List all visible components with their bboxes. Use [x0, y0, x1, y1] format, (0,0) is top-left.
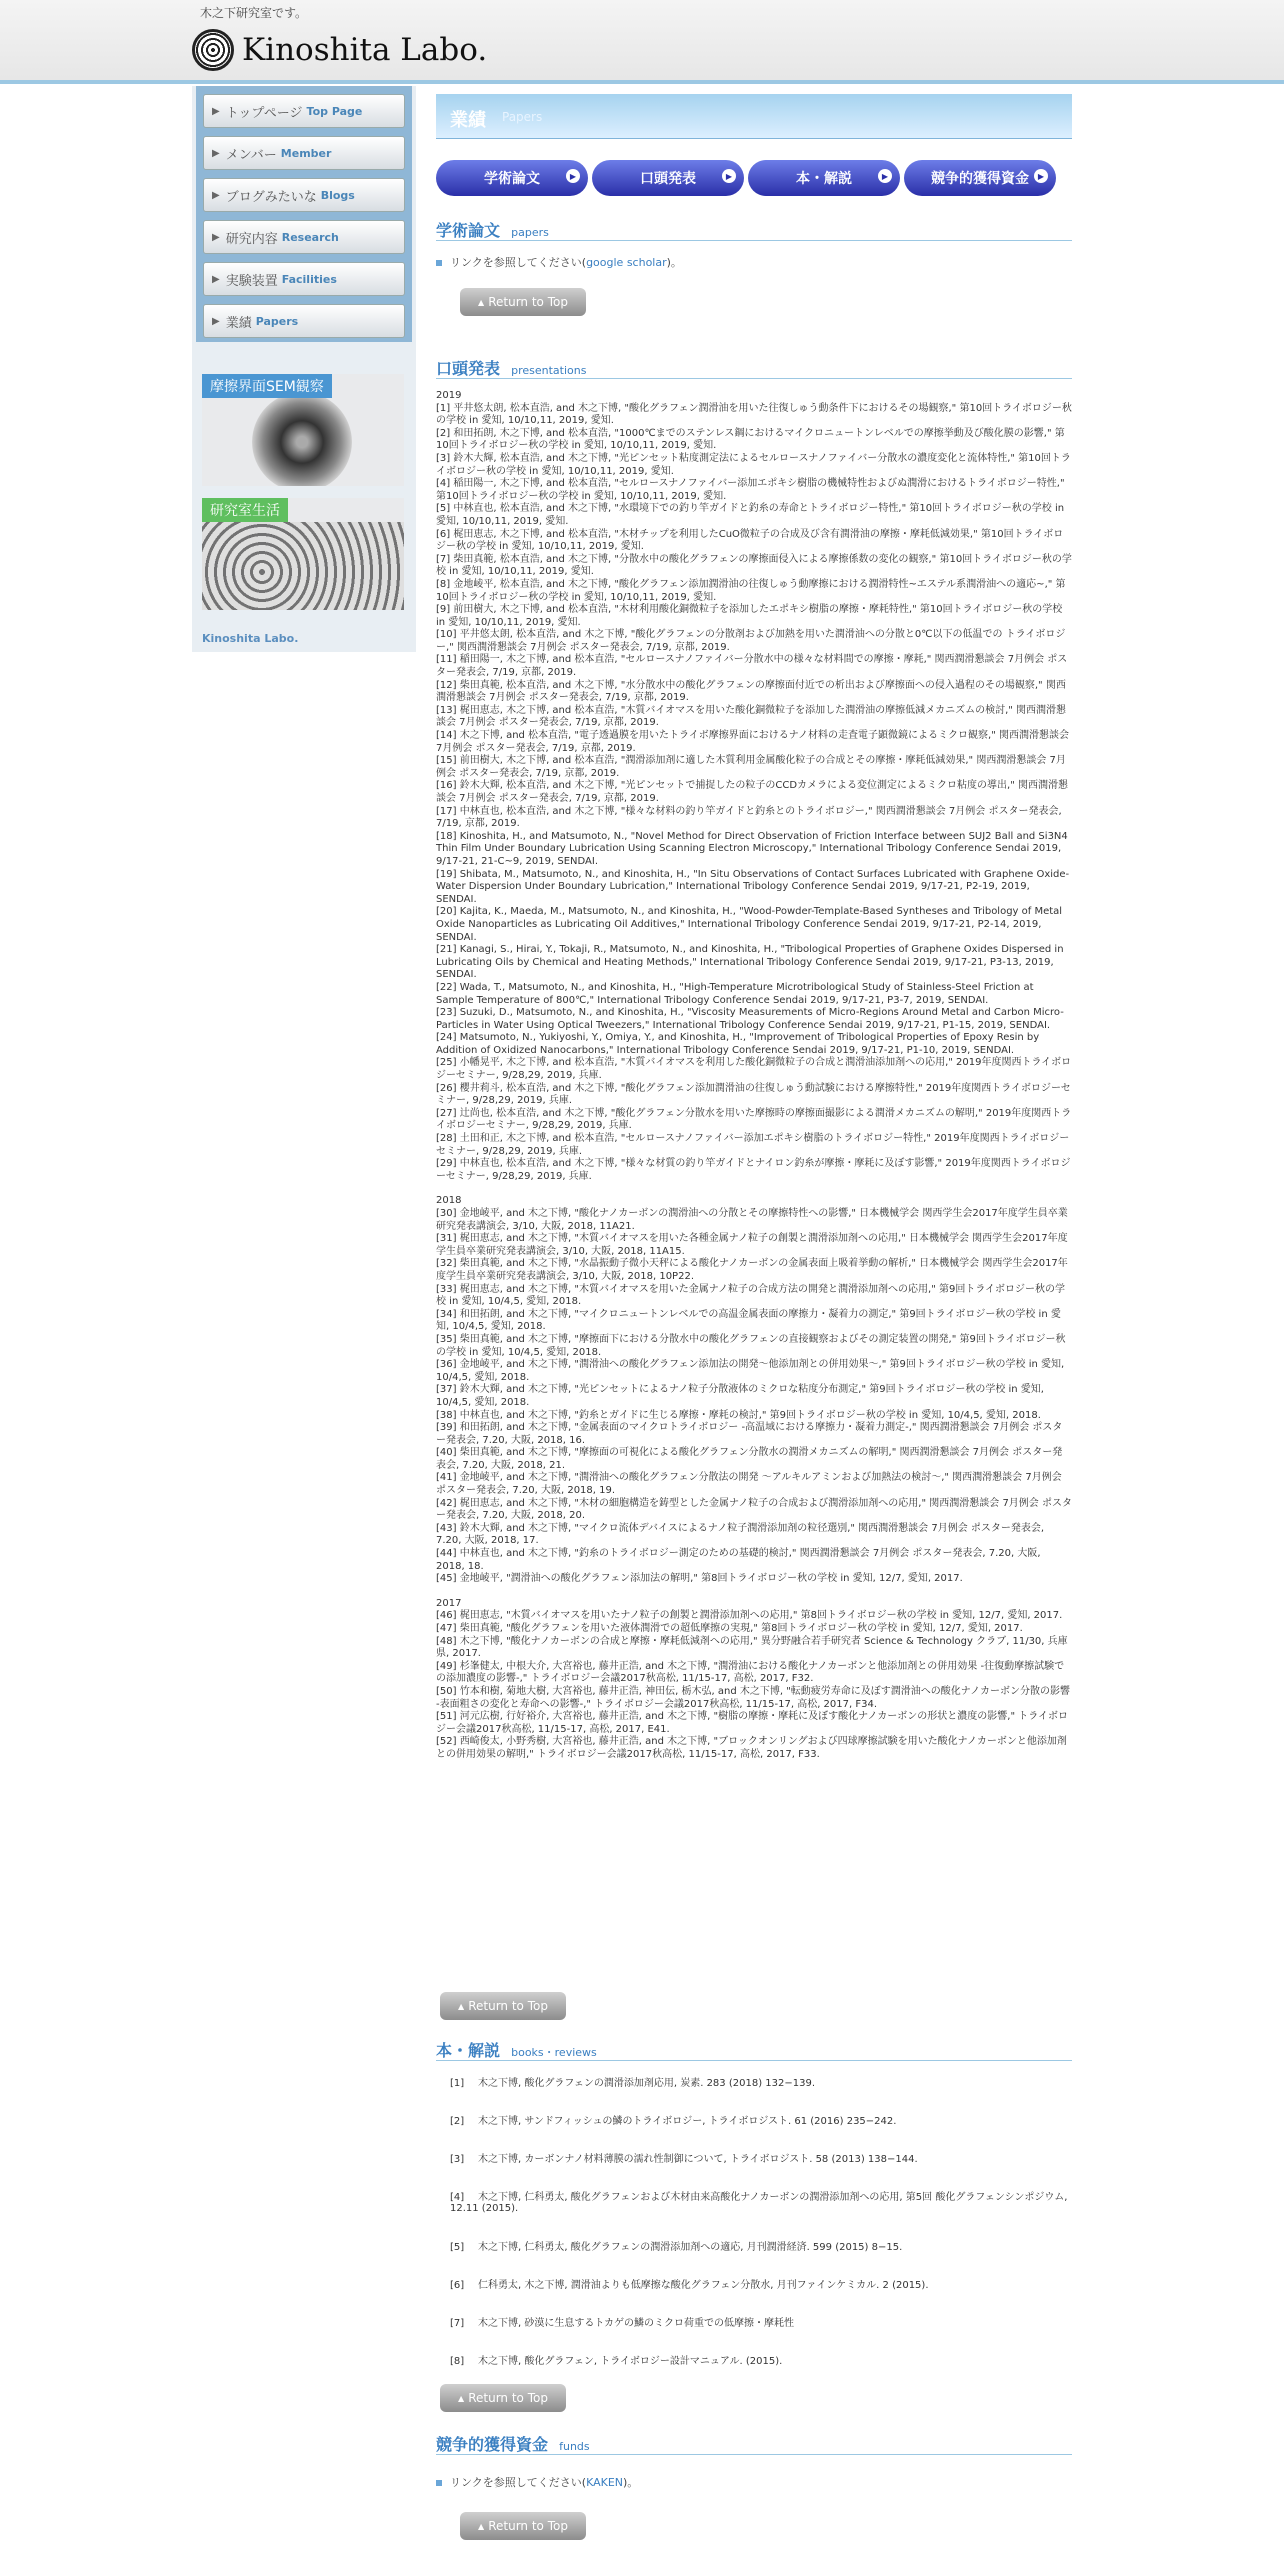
book-text: 木之下博, 仁科勇太, 酸化グラフェンの潤滑添加剤への適応, 月刊潤滑経済. 599 (2015) 8−15.: [478, 2242, 903, 2253]
section-subtitle: papers: [511, 226, 549, 239]
section-tabs: [436, 160, 1072, 196]
section-title: 本・解説: [436, 2041, 501, 2060]
presentation-entry: [40] 柴田真範, and 木之下博, "摩擦面の可視化による酸化グラフェン分散水の潤滑メカニズムの解明," 関西潤滑懇談会 7月例会 ポスター発表会, 7.20, 大阪, 2018, 21.: [436, 1447, 1063, 1471]
arrow-right-icon: ▶: [1034, 169, 1048, 183]
book-item: [450, 2188, 1070, 2214]
funds-text-end: )。: [623, 2476, 639, 2489]
page-header: [436, 94, 1072, 139]
presentation-entry: [3] 鈴木大輝, 松本直浩, and 木之下博, "光ピンセット粘度測定法によるセルロースナノファイバー分散水の濃度変化と流体特性," 第10回トライボロジー秋の学校 in 愛知, 10/10,11, 2019, 愛知.: [436, 452, 1071, 477]
presentation-entry: [11] 稲田陽一, 木之下博, and 松本直浩, "セルロースナノファイバー分散水中の様々な材料間での摩擦・摩耗," 関西潤滑懇談会 7月例会 ポスター発表会, 7/19, 京都, 2019.: [436, 654, 1068, 679]
site-logo[interactable]: [192, 26, 487, 74]
presentation-entry: [43] 鈴木大輝, and 木之下博, "マイクロ流体デバイスによるナノ粒子潤滑添加剤の粒径選別," 関西潤滑懇談会 7月例会 ポスター発表会, 7.20, 大阪, 2018, 17.: [436, 1522, 1045, 1547]
sidebar-item-en: Papers: [255, 314, 299, 328]
book-text: 木之下博, 砂漠に生息するトカゲの鱗のミクロ荷重での低摩擦・摩耗性: [478, 2318, 795, 2329]
presentation-entry: [51] 河元広樹, 行好裕介, 大宮裕也, 藤井正浩, and 木之下博, "樹脂の摩擦・摩耗に及ぼす酸化ナノカーボンの形状と濃度の影響," トライボロジー会議2017秋高松, 11/15-17, 高松, 2017, E41.: [436, 1711, 1068, 1735]
arrow-right-icon: ▶: [878, 169, 892, 183]
sidebar-item-label: 実験装置: [225, 273, 278, 289]
lab-life-banner[interactable]: [202, 498, 404, 610]
presentation-entry: [23] Suzuki, D., Matsumoto, N., and Kinoshita, H., "Viscosity Measurements of Micro-Regions Around Metal and Carbon Micro-Particles in Water Using Optical Tweezers," International Tribology Conference Sendai 2019, 9/17-21, P1-15, 2019, SENDAI.: [436, 1007, 1064, 1031]
presentation-entry: [35] 柴田真範, and 木之下博, "摩擦面下における分散水中の酸化グラフェンの直接観察およびその測定装置の開発," 第9回トライボロジー秋の学校 in 愛知, 10/4,5, 愛知, 2018.: [436, 1333, 1066, 1358]
book-item: [450, 2150, 1070, 2165]
sidebar-item-label: メンバー: [225, 147, 277, 163]
tab-label: 口頭発表: [640, 171, 696, 187]
papers-link-line: [436, 254, 682, 270]
funds-text: リンクを参照してください(: [450, 2476, 587, 2489]
presentation-entry: [19] Shibata, M., Matsumoto, N., and Kinoshita, H., "In Situ Observations of Contact Surfaces Lubricated with Graphene Oxide-Water Dispersion Under Boundary Lubrication," International Tribology Conference Sendai 2019, 9/17-21, P2-19, 2019, SENDAI.: [436, 868, 1070, 905]
bullet-square-icon: [436, 2480, 442, 2486]
sidebar-item-en: Research: [281, 230, 339, 244]
book-number: [7]: [450, 2318, 465, 2329]
kaken-link[interactable]: KAKEN: [586, 2476, 624, 2489]
triangle-right-icon: ▶: [212, 315, 220, 327]
tab-funds[interactable]: [904, 160, 1056, 196]
sidebar-item-en: Member: [280, 146, 332, 160]
year-label: 2019: [436, 390, 462, 401]
presentation-entry: [33] 梶田恵志, and 木之下博, "木質バイオマスを用いた金属ナノ粒子の合成方法の開発と潤滑添加剤への応用," 第9回トライボロジー秋の学校 in 愛知, 10/4,5, 愛知, 2018.: [436, 1283, 1066, 1308]
papers-text-end: )。: [666, 256, 682, 269]
arrow-up-icon: ▲: [458, 2001, 465, 2011]
section-heading-funds: [436, 2432, 1072, 2455]
year-2017: [436, 1598, 1072, 1762]
sidebar-item-en: Top Page: [306, 104, 363, 118]
book-number: [1]: [450, 2078, 465, 2089]
sem-image: [252, 392, 352, 486]
section-title: 学術論文: [436, 221, 501, 240]
sidebar-item-top-page[interactable]: [203, 94, 405, 128]
sidebar-item-blogs[interactable]: [203, 178, 405, 212]
presentation-entry: [49] 杉峯健太, 中根大介, 大宮裕也, 藤井正浩, and 木之下博, "潤滑油における酸化ナノカーボンと他添加剤との併用効果 -往復動摩擦試験での添加濃度の影響-," トライボロジー会議2017秋高松, 11/15-17, 高松, 2017, F32.: [436, 1660, 1065, 1685]
book-text: 仁科勇太, 木之下博, 潤滑油よりも低摩擦な酸化グラフェン分散水, 月刊ファインケミカル. 2 (2015).: [478, 2280, 929, 2291]
presentation-entry: [2] 和田拓朗, 木之下博, and 松本直浩, "1000℃までのステンレス鋼におけるマイクロニュートンレベルでの摩擦挙動及び酸化膜の影響," 第10回トライボロジー秋の学校 in 愛知, 10/10,11, 2019, 愛知.: [436, 427, 1065, 452]
sidebar-item-facilities[interactable]: [203, 262, 405, 296]
presentation-entry: [22] Wada, T., Matsumoto, N., and Kinoshita, H., "High-Temperature Microtribological Study of Stainless-Steel Friction at Sample Temperature of 800℃," International Tribology Conference Sendai 2019, 9/17-21, P3-7, 2019, SENDAI.: [436, 981, 1034, 1006]
section-subtitle: funds: [559, 2440, 590, 2453]
return-to-top-button[interactable]: [440, 1992, 566, 2020]
presentation-entry: [4] 稲田陽一, 木之下博, and 松本直浩, "セルロースナノファイバー添加エポキシ樹脂の機械特性およびぬ潤滑におけるトライボロジー特性," 第10回トライボロジー秋の学校 in 愛知, 10/10,11, 2019, 愛知.: [436, 478, 1065, 502]
book-text: 木之下博, 仁科勇太, 酸化グラフェンおよび木材由来高酸化ナノカーボンの潤滑添加剤への応用, 第5回 酸化グラフェンシンポジウム, 12.11 (2015).: [450, 2192, 1068, 2214]
presentation-entry: [37] 鈴木大輝, and 木之下博, "光ピンセットによるナノ粒子分散液体のミクロな粘度分布測定," 第9回トライボロジー秋の学校 in 愛知, 10/4,5, 愛知, 2018.: [436, 1384, 1044, 1408]
tab-academic-papers[interactable]: [436, 160, 588, 196]
presentation-entry: [13] 梶田恵志, 木之下博, and 松本直浩, "木質バイオマスを用いた酸化銅微粒子を添加した潤滑油の摩擦低減メカニズムの検討," 関西潤滑懇談会 7月例会 ポスター発表会, 7/19, 京都, 2019.: [436, 704, 1067, 729]
presentation-entry: [8] 金地崚平, 松本直浩, and 木之下博, "酸化グラフェン添加潤滑油の往復しゅう動摩擦における潤滑特性~エステル系潤滑油への適応~," 第10回トライボロジー秋の学校 in 愛知, 10/10,11, 2019, 愛知.: [436, 578, 1066, 603]
presentation-entry: [1] 平井悠太朗, 松本直浩, and 木之下博, "酸化グラフェン潤滑油を用いた往復しゅう動条件下におけるその場観察," 第10回トライボロジー秋の学校 in 愛知, 10/10,11, 2019, 愛知.: [436, 402, 1072, 427]
return-to-top-label: Return to Top: [488, 2519, 568, 2533]
book-number: [6]: [450, 2280, 465, 2291]
section-heading-papers: [436, 218, 1072, 241]
presentation-entry: [24] Matsumoto, N., Yukiyoshi, Y., Omiya, Y., and Kinoshita, H., "Improvement of Tribological Properties of Epoxy Resin by Addition of Oxidized Nanocarbons," International Tribology Conference Sendai 2019, 9/17-21, P1-10, 2019, SENDAI.: [436, 1032, 1040, 1056]
book-text: 木之下博, カーボンナノ材料薄膜の濡れ性制御について, トライボロジスト. 58 (2013) 138−144.: [478, 2154, 918, 2165]
sidebar-item-label: 業績: [225, 315, 252, 331]
sidebar-item-member[interactable]: [203, 136, 405, 170]
funds-link-line: [436, 2474, 638, 2490]
book-text: 木之下博, サンドフィッシュの鱗のトライボロジー, トライボロジスト. 61 (2016) 235−242.: [478, 2116, 897, 2127]
triangle-right-icon: ▶: [212, 189, 220, 201]
triangle-right-icon: ▶: [212, 105, 220, 117]
year-label: 2017: [436, 1597, 462, 1609]
sidebar-item-en: Facilities: [281, 272, 337, 286]
return-to-top-button[interactable]: [460, 288, 586, 316]
gears-image: [202, 522, 404, 610]
sidebar-item-en: Blogs: [320, 188, 355, 202]
tab-label: 本・解説: [796, 171, 852, 187]
sidebar-nav: [196, 86, 412, 342]
presentation-entry: [41] 金地崚平, and 木之下博, "潤滑油への酸化グラフェン分散法の開発 ～アルキルアミンおよび加熱法の検討～," 関西潤滑懇談会 7月例会 ポスター発表会, 7.20, 大阪, 2018, 19.: [436, 1472, 1062, 1497]
presentation-entry: [20] Kajita, K., Maeda, M., Matsumoto, N., and Kinoshita, H., "Wood-Powder-Template-Based Syntheses and Tribology of Metal Oxide Nanoparticles as Lubricating Oil Additives," International Tribology Conference Sendai 2019, 9/17-21, P2-14, 2019, SENDAI.: [436, 906, 1063, 943]
section-heading-presentations: [436, 356, 1072, 379]
return-to-top-button[interactable]: [440, 2384, 566, 2412]
book-number: [8]: [450, 2356, 465, 2367]
return-to-top-label: Return to Top: [488, 295, 568, 309]
book-number: [4]: [450, 2192, 465, 2203]
header-divider: [0, 80, 1284, 84]
return-to-top-label: Return to Top: [468, 2391, 548, 2405]
book-item: [450, 2074, 1070, 2089]
year-2019: [436, 390, 1072, 1183]
presentation-entry: [27] 辻尚也, 松本直浩, and 木之下博, "酸化グラフェン分散水を用いた摩擦時の摩擦面撮影による潤滑メカニズムの解明," 2019年度関西トライボロジーセミナー, 9/28,29, 2019, 兵庫.: [436, 1107, 1072, 1132]
page-subtitle: Papers: [502, 110, 543, 124]
sidebar-footer[interactable]: Kinoshita Labo.: [202, 632, 299, 645]
presentation-entry: [26] 櫻井莉斗, 松本直浩, and 木之下博, "酸化グラフェン添加潤滑油の往復しゅう動試験における摩擦特性," 2019年度関西トライボロジーセミナー, 9/28,29, 2019, 兵庫.: [436, 1082, 1071, 1107]
google-scholar-link[interactable]: google scholar: [586, 256, 667, 269]
presentation-entry: [52] 西崎俊太, 小野秀樹, 大宮裕也, 藤井正浩, and 木之下博, "ブロックオンリングおよび四球摩擦試験を用いた酸化ナノカーボンと他添加剤との併用効果の解明," トライボロジー会議2017秋高松, 11/15-17, 高松, 2017, F33.: [436, 1736, 1067, 1760]
book-text: 木之下博, 酸化グラフェン, トライボロジー設計マニュアル. (2015).: [478, 2356, 783, 2367]
presentation-entries: [436, 1208, 1072, 1586]
logo-mark-icon: [192, 29, 234, 71]
presentation-entry: [48] 木之下博, "酸化ナノカーボンの合成と摩擦・摩耗低減剤への応用," 異分野融合若手研究者 Science & Technology クラブ, 11/30, 兵庫県, 2017.: [436, 1635, 1068, 1660]
presentation-entry: [15] 前田樹大, 木之下博, and 松本直浩, "潤滑添加剤に適した木質利用金属酸化粒子の合成とその摩擦・摩耗低減効果," 関西潤滑懇談会 7月例会 ポスター発表会, 7/19, 京都, 2019.: [436, 755, 1066, 779]
bullet-square-icon: [436, 260, 442, 266]
presentation-entries: [436, 1610, 1072, 1761]
presentation-entry: [29] 中林直也, 松本直浩, and 木之下博, "様々な材質の釣り竿ガイドとナイロン釣糸が摩擦・摩耗に及ぼす影響," 2019年度関西トライボロジーセミナー, 9/28,29, 2019, 兵庫.: [436, 1158, 1071, 1182]
tab-books[interactable]: [748, 160, 900, 196]
presentation-entry: [36] 金地崚平, and 木之下博, "潤滑油への酸化グラフェン添加法の開発～他添加剤との併用効果～," 第9回トライボロジー秋の学校 in 愛知, 10/4,5, 愛知, 2018.: [436, 1359, 1065, 1383]
arrow-right-icon: ▶: [566, 169, 580, 183]
presentation-entry: [46] 梶田恵志, "木質バイオマスを用いたナノ粒子の創製と潤滑添加剤への応用," 第8回トライボロジー秋の学校 in 愛知, 12/7, 愛知, 2017.: [436, 1610, 1063, 1622]
presentation-list: [436, 390, 1072, 1762]
presentation-entry: [9] 前田樹大, 木之下博, and 松本直浩, "木材利用酸化銅微粒子を添加したエポキシ樹脂の摩擦・摩耗特性," 第10回トライボロジー秋の学校 in 愛知, 10/10,11, 2019, 愛知.: [436, 604, 1063, 628]
presentation-entry: [14] 木之下博, and 松本直浩, "電子透過膜を用いたトライボ摩擦界面におけるナノ材料の走査電子顕微鏡によるミクロ観察," 関西潤滑懇談会 7月例会 ポスター発表会, 7/19, 京都, 2019.: [436, 730, 1069, 754]
year-2018: [436, 1195, 1072, 1585]
presentation-entry: [39] 和田拓朗, and 木之下博, "金属表面のマイクロトライボロジー -高温域における摩擦力・凝着力測定-," 関西潤滑懇談会 7月例会 ポスター発表会, 7.20, 大阪, 2018, 16.: [436, 1422, 1063, 1446]
presentation-entries: [436, 403, 1072, 1184]
presentation-entry: [7] 柴田真範, 松本直浩, and 木之下博, "分散水中の酸化グラフェンの摩擦面侵入による摩擦係数の変化の観察," 第10回トライボロジー秋の学校 in 愛知, 10/10,11, 2019, 愛知.: [436, 553, 1072, 578]
presentation-entry: [30] 金地崚平, and 木之下博, "酸化ナノカーボンの潤滑油への分散とその摩擦特性への影響," 日本機械学会 関西学生会2017年度学生員卒業研究発表講演会, 3/10, 大阪, 2018, 11A21.: [436, 1208, 1068, 1232]
sem-banner-label: 摩擦界面SEM観察: [202, 374, 332, 398]
book-item: [450, 2276, 1070, 2291]
presentation-entry: [17] 中林直也, 松本直浩, and 木之下博, "様々な材料の釣り竿ガイドと釣糸とのトライボロジー," 関西潤滑懇談会 7月例会 ポスター発表会, 7/19, 京都, 2019.: [436, 805, 1062, 830]
sidebar: [192, 86, 416, 652]
sidebar-item-label: トップページ: [225, 105, 303, 121]
return-to-top-label: Return to Top: [468, 1999, 548, 2013]
triangle-right-icon: ▶: [212, 147, 220, 159]
section-subtitle: books・reviews: [511, 2046, 597, 2059]
sidebar-item-papers[interactable]: [203, 304, 405, 338]
sidebar-item-label: ブログみたいな: [225, 189, 317, 205]
presentation-entry: [16] 鈴木大輝, 松本直浩, and 木之下博, "光ピンセットで捕捉したの粒子のCCDカメラによる変位測定によるミクロ粘度の導出," 関西潤滑懇談会 7月例会 ポスター発表会, 7/19, 京都, 2019.: [436, 780, 1068, 804]
presentation-entry: [50] 竹本和樹, 菊地大樹, 大宮裕也, 藤井正浩, 神田伝, 栃木弘, and 木之下博, "転動疲労寿命に及ぼす潤滑油への酸化ナノカーボン分散の影響 -表面粗さの変化と寿命への影響-," トライボロジー会議2017秋高松, 11/15-17, 高松, 2017, F34.: [436, 1685, 1070, 1710]
presentation-entry: [25] 小幡晃平, 木之下博, and 松本直浩, "木質バイオマスを利用した酸化銅微粒子の合成と潤滑油添加剤への応用," 2019年度関西トライボロジーセミナー, 9/28,29, 2019, 兵庫.: [436, 1057, 1072, 1082]
presentation-entry: [5] 中林直也, 松本直浩, and 木之下博, "水環境下での釣り竿ガイドと釣糸の寿命とトライボロジー特性," 第10回トライボロジー秋の学校 in 愛知, 10/10,11, 2019, 愛知.: [436, 503, 1065, 527]
presentation-entry: [44] 中林直也, and 木之下博, "釣糸のトライボロジー測定のための基礎的検討," 関西潤滑懇談会 7月例会 ポスター発表会, 7.20, 大阪, 2018, 18.: [436, 1548, 1041, 1572]
section-heading-books: [436, 2038, 1072, 2061]
presentation-entry: [10] 平井悠太朗, 松本直浩, and 木之下博, "酸化グラフェンの分散剤および加熱を用いた潤滑油への分散と0℃以下の低温での トライボロジー," 関西潤滑懇談会 7月例会 ポスター発表会, 7/19, 京都, 2019.: [436, 629, 1066, 653]
presentation-entry: [12] 柴田真範, 松本直浩, and 木之下博, "水分散水中の酸化グラフェンの摩擦面付近での析出および摩擦面への侵入過程のその場観察," 関西潤滑懇談会 7月例会 ポスター発表会, 7/19, 京都, 2019.: [436, 679, 1066, 704]
book-number: [2]: [450, 2116, 465, 2127]
tab-label: 競争的獲得資金: [931, 171, 1029, 187]
presentation-entry: [47] 柴田真範, "酸化グラフェンを用いた液体潤滑での超低摩擦の実現," 第8回トライボロジー秋の学校 in 愛知, 12/7, 愛知, 2017.: [436, 1623, 1023, 1634]
book-item: [450, 2112, 1070, 2127]
section-subtitle: presentations: [511, 364, 587, 377]
papers-text: リンクを参照してください(: [450, 256, 587, 269]
sidebar-item-label: 研究内容: [225, 231, 278, 247]
presentation-entry: [42] 梶田恵志, and 木之下博, "木材の細胞構造を鋳型とした金属ナノ粒子の合成および潤滑添加剤への応用," 関西潤滑懇談会 7月例会 ポスター発表会, 7.20, 大阪, 2018, 20.: [436, 1497, 1072, 1522]
year-label: 2018: [436, 1195, 462, 1207]
greeting-text: 木之下研究室です。: [200, 6, 308, 20]
presentation-entry: [45] 金地崚平, "潤滑油への酸化グラフェン添加法の解明," 第8回トライボロジー秋の学校 in 愛知, 12/7, 愛知, 2017.: [436, 1573, 963, 1585]
presentation-entry: [32] 柴田真範, and 木之下博, "水晶振動子微小天秤による酸化ナノカーボンの金属表面上吸着挙動の解析," 日本機械学会 関西学生会2017年度学生員卒業研究発表講演会, 3/10, 大阪, 2018, 10P22.: [436, 1258, 1068, 1282]
arrow-up-icon: ▲: [478, 2521, 485, 2531]
arrow-right-icon: ▶: [722, 169, 736, 183]
return-to-top-button[interactable]: [460, 2512, 586, 2540]
logo-text: Kinoshita Labo.: [242, 32, 488, 68]
presentation-entry: [34] 和田拓朗, and 木之下博, "マイクロニュートンレベルでの高温金属表面の摩擦力・凝着力の測定," 第9回トライボロジー秋の学校 in 愛知, 10/4,5, 愛知, 2018.: [436, 1308, 1061, 1333]
tab-label: 学術論文: [484, 171, 540, 187]
page-title: 業績: [450, 110, 486, 131]
sem-banner[interactable]: [202, 374, 404, 486]
section-title: 口頭発表: [436, 359, 501, 378]
presentation-entry: [6] 梶田恵志, 木之下博, and 松本直浩, "木材チップを利用したCuO微粒子の合成及び含有潤滑油の摩擦・摩耗低減効果," 第10回トライボロジー秋の学校 in 愛知, 10/10,11, 2019, 愛知.: [436, 528, 1064, 553]
presentation-entry: [21] Kanagi, S., Hirai, Y., Tokaji, R., Matsumoto, N., and Kinoshita, H., "Tribological Properties of Graphene Oxides Dispersed in Lubricating Oils by Chemical and Heating Methods," International Tribology Conference Sendai 2019, 9/17-21, P3-13, 2019, SENDAI.: [436, 944, 1064, 981]
sidebar-item-research[interactable]: [203, 220, 405, 254]
book-text: 木之下博, 酸化グラフェンの潤滑添加剤応用, 炭素. 283 (2018) 132−139.: [478, 2078, 815, 2089]
presentation-entry: [31] 梶田恵志, and 木之下博, "木質バイオマスを用いた各種金属ナノ粒子の創製と潤滑添加剤への応用," 日本機械学会 関西学生会2017年度学生員卒業研究発表講演会, 3/10, 大阪, 2018, 11A15.: [436, 1233, 1068, 1257]
book-number: [5]: [450, 2242, 465, 2253]
presentation-entry: [18] Kinoshita, H., and Matsumoto, N., "Novel Method for Direct Observation of Friction Interface between SUJ2 Ball and Si3N4 Thin Film Under Boundary Lubrication Using Scanning Electron Microscopy," International Tribology Conference Sendai 2019, 9/17-21, 21-C~9, 2019, SENDAI.: [436, 830, 1068, 867]
arrow-up-icon: ▲: [478, 297, 485, 307]
book-item: [450, 2352, 1070, 2367]
book-item: [450, 2238, 1070, 2253]
book-number: [3]: [450, 2154, 465, 2165]
arrow-up-icon: ▲: [458, 2393, 465, 2403]
triangle-right-icon: ▶: [212, 273, 220, 285]
presentation-entry: [38] 中林直也, and 木之下博, "釣糸とガイドに生じる摩擦・摩耗の検討," 第9回トライボロジー秋の学校 in 愛知, 10/4,5, 愛知, 2018.: [436, 1409, 1041, 1421]
section-title: 競争的獲得資金: [436, 2435, 549, 2454]
presentation-entry: [28] 土田和正, 木之下博, and 松本直浩, "セルロースナノファイバー添加エポキシ樹脂のトライボロジー特性," 2019年度関西トライボロジーセミナー, 9/28,29, 2019, 兵庫.: [436, 1133, 1070, 1157]
site-header: [0, 0, 1284, 84]
triangle-right-icon: ▶: [212, 231, 220, 243]
tab-presentations[interactable]: [592, 160, 744, 196]
book-item: [450, 2314, 1070, 2329]
lab-life-banner-label: 研究室生活: [202, 498, 288, 522]
